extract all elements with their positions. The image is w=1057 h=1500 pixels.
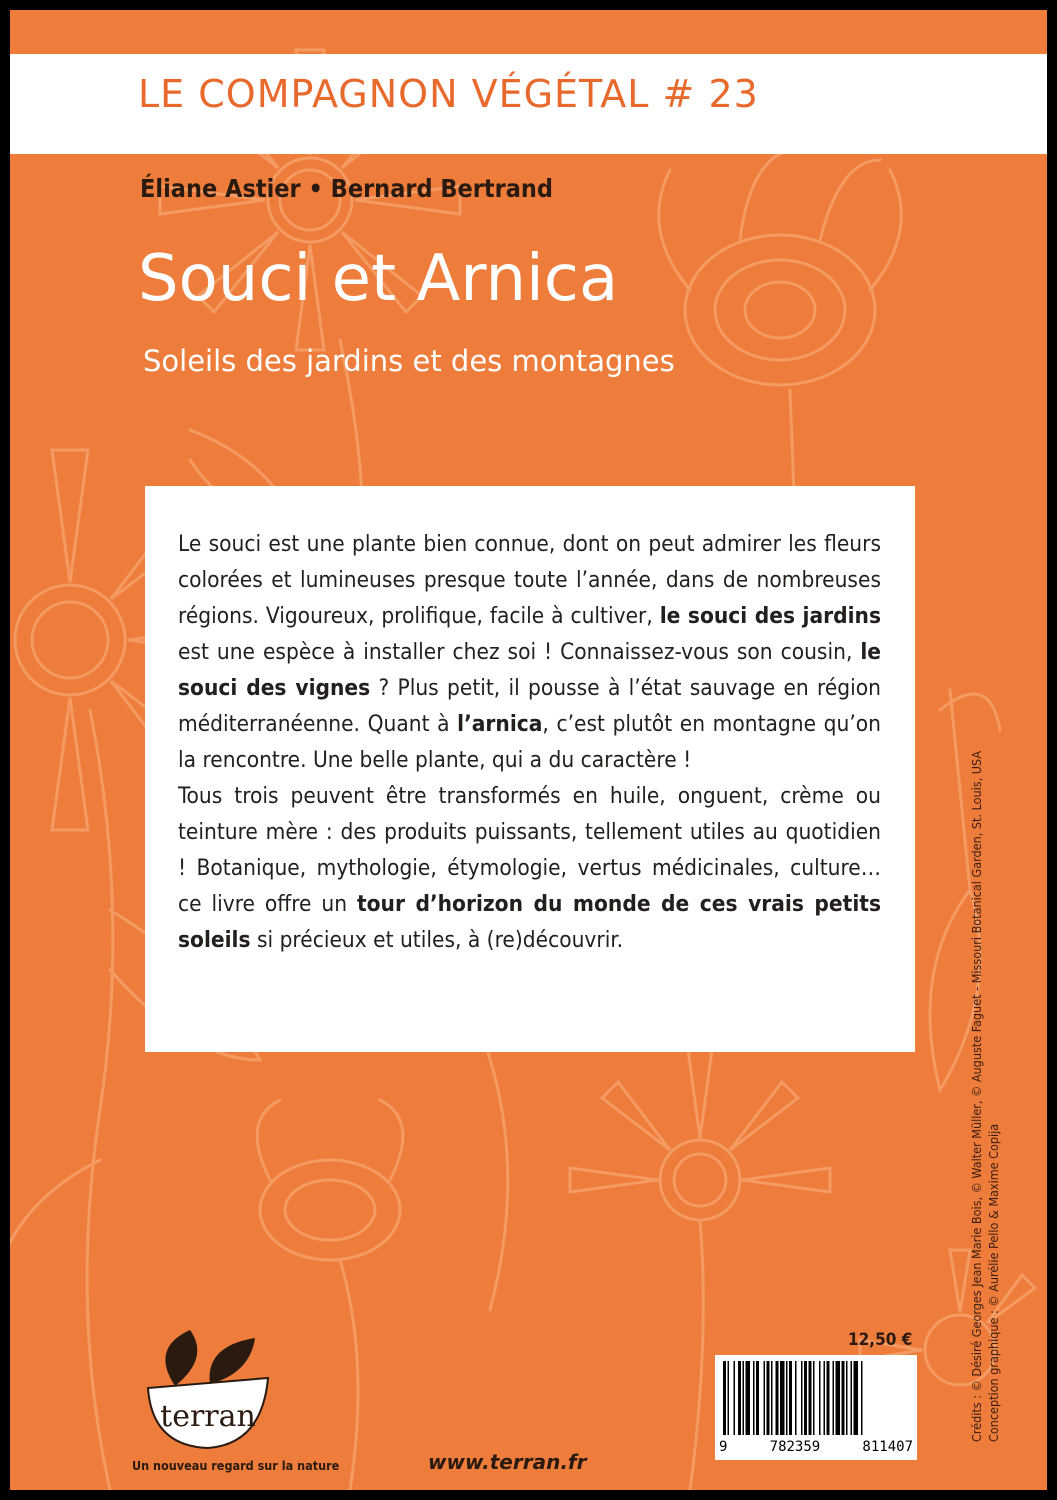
barcode-bar xyxy=(827,1361,830,1435)
price: 12,50 € xyxy=(848,1330,913,1350)
blurb-paragraph-2 xyxy=(178,778,881,958)
credits-line-1: Crédits : © Désiré Georges Jean Marie Bois, © Walter Müller, © Auguste Faguet - Missouri Botanical Garden, St. Louis, USA xyxy=(969,750,984,1442)
series-band xyxy=(10,54,1047,154)
barcode-bar xyxy=(746,1361,751,1435)
cover-background xyxy=(10,10,1047,1490)
blurb-run: ? Plus petit, il pousse à l’état sauvage en région méditerranéenne. Quant à xyxy=(178,675,882,737)
isbn-group-1: 782359 xyxy=(769,1439,821,1455)
blurb-run: si précieux et utiles, à (re)découvrir. xyxy=(250,927,624,953)
logo-wordmark: terran xyxy=(160,1399,256,1434)
barcode-bar xyxy=(851,1361,853,1435)
blurb-emphasis: l’arnica xyxy=(457,711,543,737)
barcode xyxy=(715,1355,917,1460)
barcode-bar xyxy=(738,1361,741,1435)
barcode-bar xyxy=(795,1361,797,1435)
barcode-bar xyxy=(819,1361,821,1435)
barcode-bar xyxy=(861,1361,863,1435)
blurb-emphasis: le souci des vignes xyxy=(178,639,881,701)
authors: Éliane Astier • Bernard Bertrand xyxy=(140,174,554,203)
blurb-text xyxy=(178,526,881,958)
blurb-paragraph-1 xyxy=(178,526,881,778)
barcode-bars xyxy=(715,1355,917,1439)
isbn-prefix: 9 xyxy=(719,1439,728,1455)
credits-line-2: Conception graphique : © Aurélie Pello & Maxime Copija xyxy=(986,1123,1001,1442)
publisher-website: www.terran.fr xyxy=(428,1450,587,1474)
barcode-bar xyxy=(836,1361,841,1435)
blurb-run: , c’est plutôt en montagne qu’on la rencontre. Une belle plante, qui a du caractère ! xyxy=(178,711,881,773)
barcode-bar xyxy=(780,1361,785,1435)
barcode-bar xyxy=(771,1361,773,1435)
barcode-bar xyxy=(723,1361,726,1435)
blurb-run: Tous trois peuvent être transformés en huile, onguent, crème ou teinture mère : des produits puissants, tellement utiles au quotidien ! Botanique, mythologie, étymologie, vertus médicinales, culture… ce livre offre un xyxy=(178,783,881,917)
barcode-bar xyxy=(776,1361,779,1435)
barcode-bar xyxy=(801,1361,803,1435)
barcode-bar xyxy=(743,1361,745,1435)
leaf-icon xyxy=(165,1330,197,1386)
barcode-bar xyxy=(813,1361,815,1435)
barcode-bar xyxy=(833,1361,835,1435)
isbn-group-2: 811407 xyxy=(862,1439,913,1455)
isbn-number xyxy=(719,1439,913,1455)
barcode-bar xyxy=(846,1361,848,1435)
blurb-run: Le souci est une plante bien connue, dont on peut admirer les fleurs colorées et lumineuses presque toute l’année, dans de nombreuses régions. Vigoureux, prolifique, facile à cultiver, xyxy=(178,531,881,629)
leaf-icon xyxy=(210,1338,255,1384)
book-subtitle: Soleils des jardins et des montagnes xyxy=(143,344,675,378)
barcode-bar xyxy=(824,1361,826,1435)
barcode-bar xyxy=(764,1361,766,1435)
barcode-bar xyxy=(734,1361,736,1435)
barcode-bar xyxy=(789,1361,792,1435)
barcode-bar xyxy=(786,1361,788,1435)
blurb-emphasis: le souci des jardins xyxy=(659,603,881,629)
barcode-bar xyxy=(756,1361,759,1435)
publisher-tagline: Un nouveau regard sur la nature xyxy=(132,1458,340,1473)
series-title: LE COMPAGNON VÉGÉTAL # 23 xyxy=(138,72,759,116)
blurb-box xyxy=(145,486,915,1052)
terran-logo xyxy=(130,1328,280,1458)
barcode-bar xyxy=(728,1361,730,1435)
book-title: Souci et Arnica xyxy=(138,242,619,316)
barcode-bar xyxy=(753,1361,755,1435)
blurb-run: est une espèce à installer chez soi ! Connaissez-vous son cousin, xyxy=(178,639,861,665)
barcode-bar xyxy=(767,1361,770,1435)
barcode-bar xyxy=(809,1361,812,1435)
barcode-bar xyxy=(842,1361,845,1435)
barcode-bar xyxy=(804,1361,807,1435)
blurb-emphasis: tour d’horizon du monde de ces vrais petits soleils xyxy=(178,891,881,953)
photo-credits xyxy=(968,750,1002,1442)
barcode-bar xyxy=(854,1361,859,1435)
